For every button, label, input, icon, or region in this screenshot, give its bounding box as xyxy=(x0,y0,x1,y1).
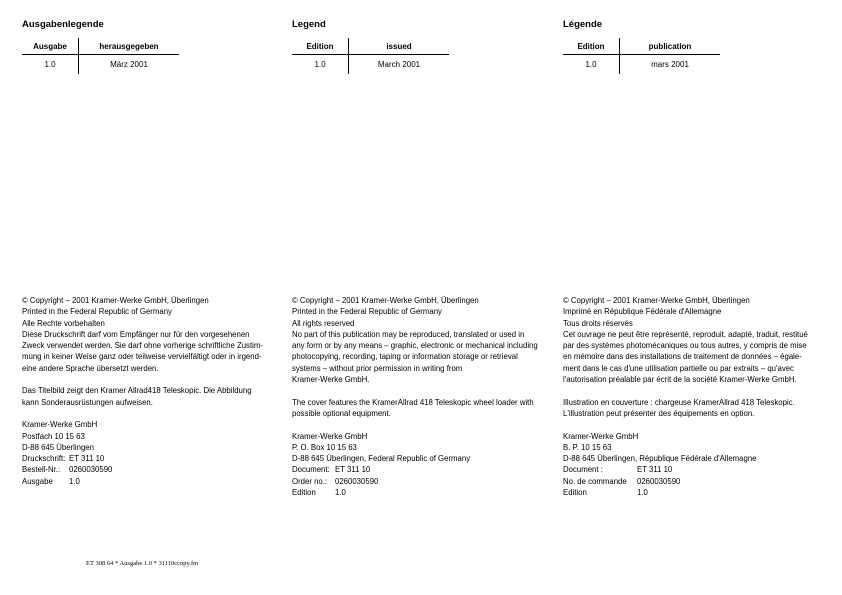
copyright-line: Tous droits réservés xyxy=(563,318,633,328)
detail-label: Ausgabe xyxy=(22,476,53,486)
detail-row xyxy=(22,453,284,464)
edition-legend-table xyxy=(22,38,179,74)
address-line: B. P. 10 15 63 xyxy=(563,442,612,452)
detail-label: Edition xyxy=(563,488,587,498)
address-line: Kramer-Werke GmbH xyxy=(563,431,639,441)
address-line: D-88 645 Überlingen xyxy=(22,442,94,452)
copyright-line: systems – without prior permission in writing from xyxy=(292,363,463,373)
detail-label: Druckschrift: xyxy=(22,454,66,464)
edition-legend-table xyxy=(563,38,720,74)
issued-cell: March 2001 xyxy=(377,60,421,69)
detail-label: No. de commande xyxy=(563,476,627,486)
edition-cell: 1.0 xyxy=(563,55,620,75)
detail-label: Document: xyxy=(292,465,330,475)
column-header: Ausgabe xyxy=(22,38,79,55)
legend-title: Ausgabenlegende xyxy=(22,19,104,30)
detail-value: 0260030590 xyxy=(637,476,681,486)
spacer xyxy=(22,374,284,385)
table-header-row xyxy=(292,38,449,55)
copyright-line: Printed in the Federal Republic of Germany xyxy=(22,307,172,317)
spacer xyxy=(563,385,825,396)
copyright-line: © Copyright – 2001 Kramer-Werke GmbH, Überlingen xyxy=(292,296,479,305)
table-row xyxy=(22,55,179,75)
imprint-text xyxy=(292,295,554,498)
detail-label: Bestell-Nr.: xyxy=(22,465,61,475)
detail-row xyxy=(22,464,284,475)
copyright-line: All rights reserved xyxy=(292,318,355,328)
column-header: issued xyxy=(349,38,450,55)
issued-cell: März 2001 xyxy=(110,60,148,69)
imprint-text xyxy=(22,295,284,487)
copyright-line: mung in keiner Weise ganz oder teilweise vervielfältigt oder in irgend- xyxy=(22,352,262,362)
copyright-line: any form or by any means – graphic, electronic or mechanical including xyxy=(292,341,538,351)
legend-title: Legend xyxy=(292,19,326,30)
detail-row xyxy=(292,464,554,475)
detail-row xyxy=(292,476,554,487)
detail-value: 0260030590 xyxy=(69,465,113,475)
spacer xyxy=(292,419,554,430)
table-header-row xyxy=(563,38,720,55)
spacer xyxy=(292,385,554,396)
column-header: herausgegeben xyxy=(79,38,180,55)
address-line: D-88 645 Überlingen, Federal Republic of Germany xyxy=(292,454,471,464)
page-footer: ET 308 64 * Ausgabe 1.0 * 31110ccopy.fm xyxy=(86,560,199,567)
detail-label: Edition xyxy=(292,488,316,498)
cover-note-line: possible optional equipment. xyxy=(292,408,391,418)
edition-cell: 1.0 xyxy=(292,55,349,75)
copyright-line: photocopying, recording, taping or information storage or retrieval xyxy=(292,352,518,362)
legend-title: Légende xyxy=(563,19,603,30)
address-line: Postfach 10 15 63 xyxy=(22,431,85,441)
detail-value: 1.0 xyxy=(335,488,346,498)
copyright-line: eine andere Sprache übersetzt werden. xyxy=(22,363,159,373)
copyright-line: No part of this publication may be reproduced, translated or used in xyxy=(292,329,525,339)
detail-value: 1.0 xyxy=(69,476,80,486)
edition-cell: 1.0 xyxy=(22,55,79,75)
copyright-line: Kramer-Werke GmbH. xyxy=(292,375,370,385)
column-header: Edition xyxy=(563,38,620,55)
detail-value: ET 311 10 xyxy=(335,465,371,475)
copyright-line: en mémoire dans des installations de traitement de données – égale- xyxy=(563,352,802,362)
detail-label: Document : xyxy=(563,465,603,475)
issued-cell: mars 2001 xyxy=(651,60,689,69)
cover-note-line: kann Sonderausrüstungen aufweisen. xyxy=(22,397,153,407)
copyright-line: © Copyright – 2001 Kramer-Werke GmbH, Überlingen xyxy=(22,296,209,305)
copyright-line: Zweck verwendet werden. Sie darf ohne vorherige schriftliche Zustim- xyxy=(22,341,263,351)
cover-note-line: The cover features the KramerAllrad 418 Teleskopic wheel loader with xyxy=(292,397,534,407)
detail-row xyxy=(563,476,825,487)
detail-row xyxy=(563,487,825,498)
detail-label: Order no.: xyxy=(292,476,328,486)
copyright-line: Diese Druckschrift darf vom Empfänger nur für den vorgesehenen xyxy=(22,329,250,339)
detail-value: ET 311 10 xyxy=(69,454,105,464)
copyright-line: par des systèmes photomécaniques ou tous autres, y compris de mise xyxy=(563,341,807,351)
copyright-line: Printed in the Federal Republic of Germany xyxy=(292,307,442,317)
copyright-line: © Copyright – 2001 Kramer-Werke GmbH, Überlingen xyxy=(563,296,750,305)
table-row xyxy=(292,55,449,75)
column-header: Edition xyxy=(292,38,349,55)
cover-note-line: Illustration en couverture : chargeuse KramerAllrad 418 Teleskopic. xyxy=(563,397,795,407)
edition-legend-table xyxy=(292,38,449,74)
detail-value: 1.0 xyxy=(637,488,648,498)
table-row xyxy=(563,55,720,75)
imprint-text xyxy=(563,295,825,498)
detail-value: ET 311 10 xyxy=(637,465,673,475)
spacer xyxy=(563,419,825,430)
table-header-row xyxy=(22,38,179,55)
copyright-line: ment dans le cas d'une utilisation partielle ou par extraits – qu'avec xyxy=(563,363,794,373)
cover-note-line: L'illustration peut présenter des équipements en option. xyxy=(563,408,755,418)
detail-row xyxy=(22,476,284,487)
address-line: P. O. Box 10 15 63 xyxy=(292,442,357,452)
address-line: D-88 645 Überlingen, République Fédérale d'Allemagne xyxy=(563,454,757,464)
detail-row xyxy=(292,487,554,498)
cover-note-line: Das Titelbild zeigt den Kramer Allrad418 Teleskopic. Die Abbildung xyxy=(22,386,252,396)
copyright-line: Cet ouvrage ne peut être représenté, reproduit, adapté, traduit, restitué xyxy=(563,329,808,339)
detail-row xyxy=(563,464,825,475)
spacer xyxy=(22,408,284,419)
address-line: Kramer-Werke GmbH xyxy=(22,420,98,430)
copyright-line: Imprimé en République Fédérale d'Allemagne xyxy=(563,307,722,317)
address-line: Kramer-Werke GmbH xyxy=(292,431,368,441)
copyright-line: Alle Rechte vorbehalten xyxy=(22,318,105,328)
copyright-line: l'autorisation préalable par écrit de la société Kramer-Werke GmbH. xyxy=(563,375,797,385)
column-header: publication xyxy=(620,38,721,55)
detail-value: 0260030590 xyxy=(335,476,379,486)
